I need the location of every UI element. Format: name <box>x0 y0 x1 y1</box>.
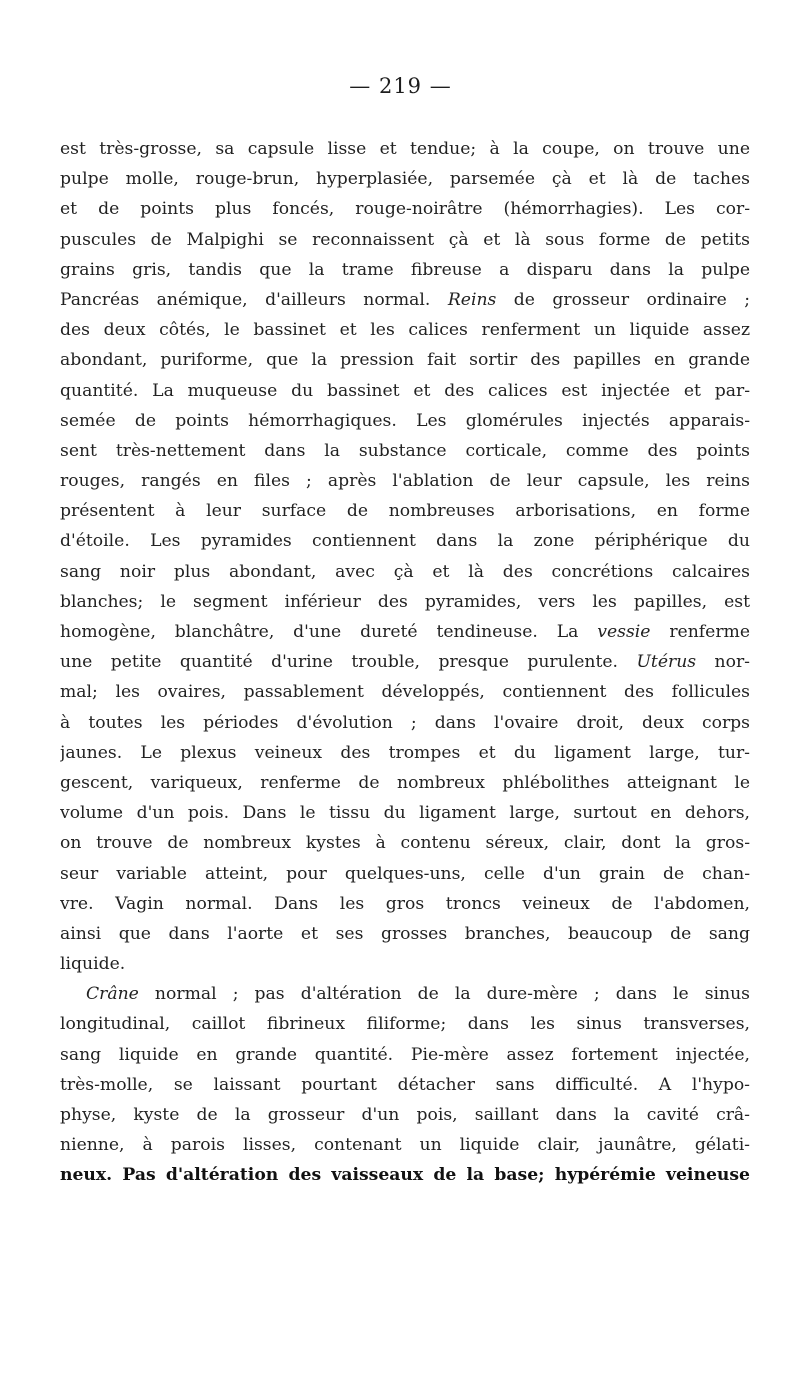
italic-term-reins: Reins <box>447 289 497 310</box>
text-line: longitudinal, caillot fibrineux filiforme; dans les sinus transverses, <box>60 1014 750 1035</box>
text-line: rouges, rangés en files ; après l'ablation de leur capsule, les reins <box>60 471 750 492</box>
text-line: blanches; le segment inférieur des pyramides, vers les papilles, est <box>60 591 750 612</box>
text-line <box>60 285 750 315</box>
text-line: à toutes les périodes d'évolution ; dans l'ovaire droit, deux corps <box>60 712 750 733</box>
body-text <box>60 134 750 1191</box>
text-line: on trouve de nombreux kystes à contenu séreux, clair, dont la gros- <box>60 833 750 854</box>
text-segment: renferme <box>650 622 750 642</box>
text-line: grains gris, tandis que la trame fibreuse a disparu dans la pulpe <box>60 259 750 280</box>
text-segment: une petite quantité d'urine trouble, presque purulente. <box>60 652 637 673</box>
text-line: abondant, puriforme, que la pression fait sortir des papilles en grande <box>60 350 750 371</box>
text-line: est très-grosse, sa capsule lisse et tendue; à la coupe, on trouve une <box>60 139 750 159</box>
text-line: d'étoile. Les pyramides contiennent dans la zone périphérique du <box>60 531 750 552</box>
text-line: sang liquide en grande quantité. Pie-mère assez fortement injectée, <box>60 1044 750 1065</box>
text-line: mal; les ovaires, passablement développés, contiennent des follicules <box>60 682 750 703</box>
text-line: des deux côtés, le bassinet et les calices renferment un liquide assez <box>60 320 750 341</box>
text-line: semée de points hémorrhagiques. Les glomérules injectés apparais- <box>60 410 750 431</box>
text-line: présentent à leur surface de nombreuses arborisations, en forme <box>60 501 750 522</box>
text-line: pulpe molle, rouge-brun, hyperplasiée, parsemée çà et là de taches <box>60 169 750 190</box>
text-line: très-molle, se laissant pourtant détacher sans difficulté. A l'hypo- <box>60 1074 750 1095</box>
text-line: physe, kyste de la grosseur d'un pois, saillant dans la cavité crâ- <box>60 1105 750 1125</box>
text-line <box>60 979 750 1009</box>
text-line <box>60 647 750 677</box>
text-line: vre. Vagin normal. Dans les gros troncs veineux de l'abdomen, <box>60 893 750 914</box>
text-line: et de points plus foncés, rouge-noirâtre (hémorrhagies). Les cor- <box>60 199 750 220</box>
text-line: volume d'un pois. Dans le tissu du ligament large, surtout en dehors, <box>60 803 750 824</box>
text-line: puscules de Malpighi se reconnaissent çà et là sous forme de petits <box>60 229 750 250</box>
text-segment: normal ; pas d'altération de la dure-mère ; dans le sinus <box>138 984 750 1005</box>
italic-term-uterus: Utérus <box>636 652 697 673</box>
text-line: gescent, variqueux, renferme de nombreux phlébolithes atteignant le <box>60 772 750 793</box>
text-line: ainsi que dans l'aorte et ses grosses branches, beaucoup de sang <box>60 923 750 944</box>
text-line: quantité. La muqueuse du bassinet et des calices est injectée et par- <box>60 380 750 401</box>
text-line: sang noir plus abondant, avec çà et là des concrétions calcaires <box>60 561 750 582</box>
italic-term-crane: Crâne <box>86 984 139 1005</box>
text-line: jaunes. Le plexus veineux des trompes et du ligament large, tur- <box>60 742 750 763</box>
italic-term-vessie: vessie <box>597 622 651 642</box>
text-segment: de grosseur ordinaire ; <box>496 289 750 310</box>
page-number: — 219 — <box>349 74 452 98</box>
text-line: sent très-nettement dans la substance corticale, comme des points <box>60 440 750 461</box>
text-segment: homogène, blanchâtre, d'une dureté tendineuse. La <box>60 622 598 642</box>
text-segment: nor- <box>696 652 750 673</box>
text-line: seur variable atteint, pour quelques-uns, celle d'un grain de chan- <box>60 863 750 884</box>
text-line: neux. Pas d'altération des vaisseaux de la base; hypérémie veineuse <box>60 1165 750 1186</box>
text-line <box>60 617 750 647</box>
text-line: nienne, à parois lisses, contenant un liquide clair, jaunâtre, gélati- <box>60 1135 750 1156</box>
text-segment: Pancréas anémique, d'ailleurs normal. <box>60 289 448 310</box>
text-line: liquide. <box>60 954 126 975</box>
